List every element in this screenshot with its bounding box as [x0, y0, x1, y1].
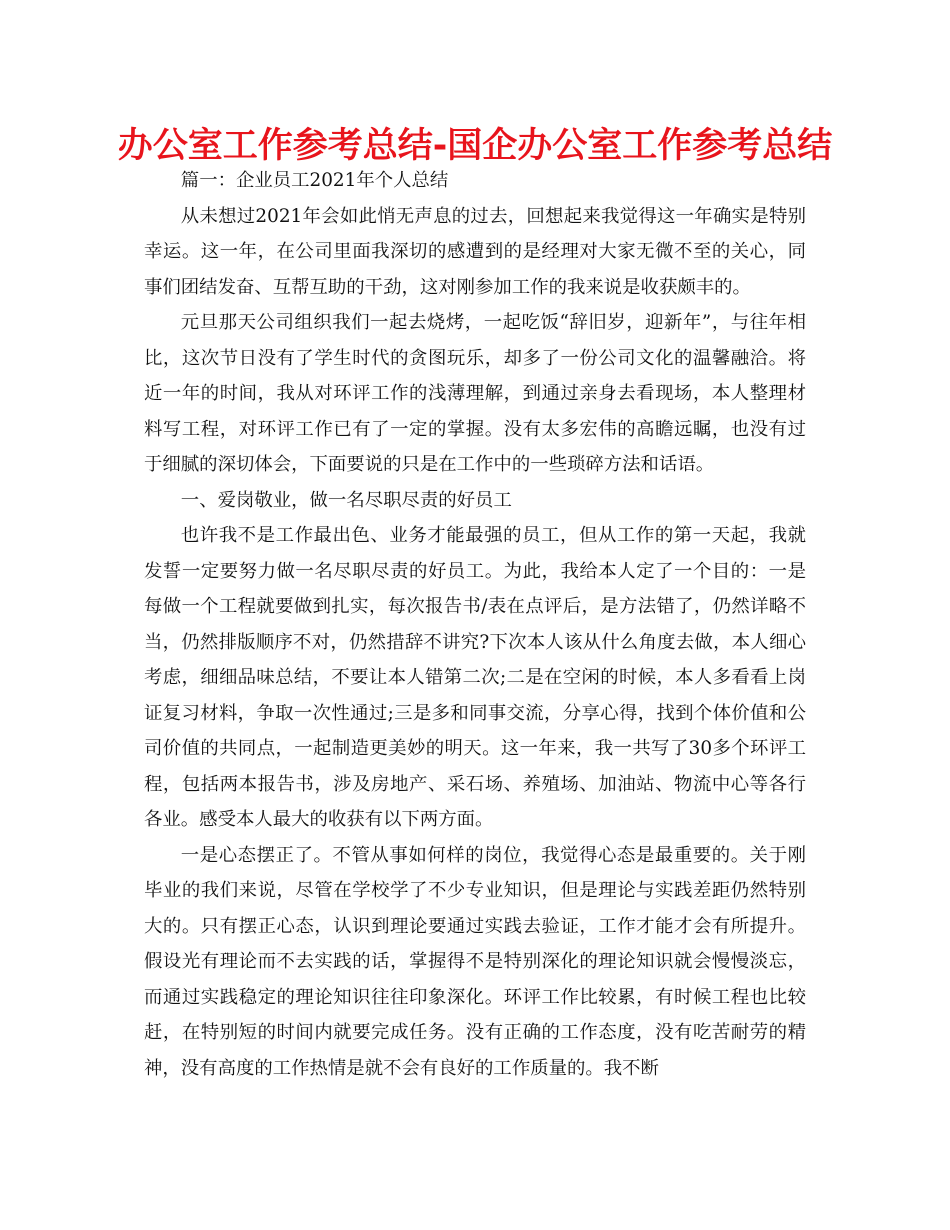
paragraph: 也许我不是工作最出色、业务才能最强的员工，但从工作的第一天起，我就发誓一定要努力做一名尽职尽责的好员工。为此，我给本人定了一个目的：一是每做一个工程就要做到扎实，每次报告书/表在点评后，是方法错了，仍然详略不当，仍然排版顺序不对，仍然措辞不讲究?下次本人该从什么角度去做，本人细心考虑，细细品味总结，不要让本人错第二次;二是在空闲的时候，本人多看看上岗证复习材料，争取一次性通过;三是多和同事交流，分享心得，找到个体价值和公司价值的共同点，一起制造更美妙的明天。这一年来，我一共写了30多个环评工程，包括两本报告书，涉及房地产、采石场、养殖场、加油站、物流中心等各行各业。感受本人最大的收获有以下两方面。	[144, 525, 806, 830]
paragraph: 一是心态摆正了。不管从事如何样的岗位，我觉得心态是最重要的。关于刚毕业的我们来说，尽管在学校学了不少专业知识，但是理论与实践差距仍然特别大的。只有摆正心态，认识到理论要通过实践去验证，工作才能才会有所提升。假设光有理论而不去实践的话，掌握得不是特别深化的理论知识就会慢慢淡忘，而通过实践稳定的理论知识往往印象深化。环评工作比较累，有时候工程也比较赶，在特别短的时间内就要完成任务。没有正确的工作态度，没有吃苦耐劳的精神，没有高度的工作热情是就不会有良好的工作质量的。我不断	[144, 844, 806, 1079]
document-title: 办公室工作参考总结-国企办公室工作参考总结	[117, 126, 833, 166]
document-body	[144, 163, 806, 1086]
section-heading: 篇一：企业员工2021年个人总结	[180, 170, 449, 191]
paragraph: 元旦那天公司组织我们一起去烧烤，一起吃饭“辞旧岁，迎新年”，与往年相比，这次节日没有了学生时代的贪图玩乐，却多了一份公司文化的温馨融洽。将近一年的时间，我从对环评工作的浅薄理解，到通过亲身去看现场，本人整理材料写工程，对环评工作已有了一定的掌握。没有太多宏伟的高瞻远瞩，也没有过于细腻的深切体会，下面要说的只是在工作中的一些琐碎方法和话语。	[144, 312, 806, 475]
section-heading: 一、爱岗敬业，做一名尽职尽责的好员工	[180, 489, 512, 511]
paragraph: 从未想过2021年会如此悄无声息的过去，回想起来我觉得这一年确实是特别幸运。这一年，在公司里面我深切的感遭到的是经理对大家无微不至的关心，同事们团结发奋、互帮互助的干劲，这对刚参加工作的我来说是收获颇丰的。	[144, 205, 806, 298]
